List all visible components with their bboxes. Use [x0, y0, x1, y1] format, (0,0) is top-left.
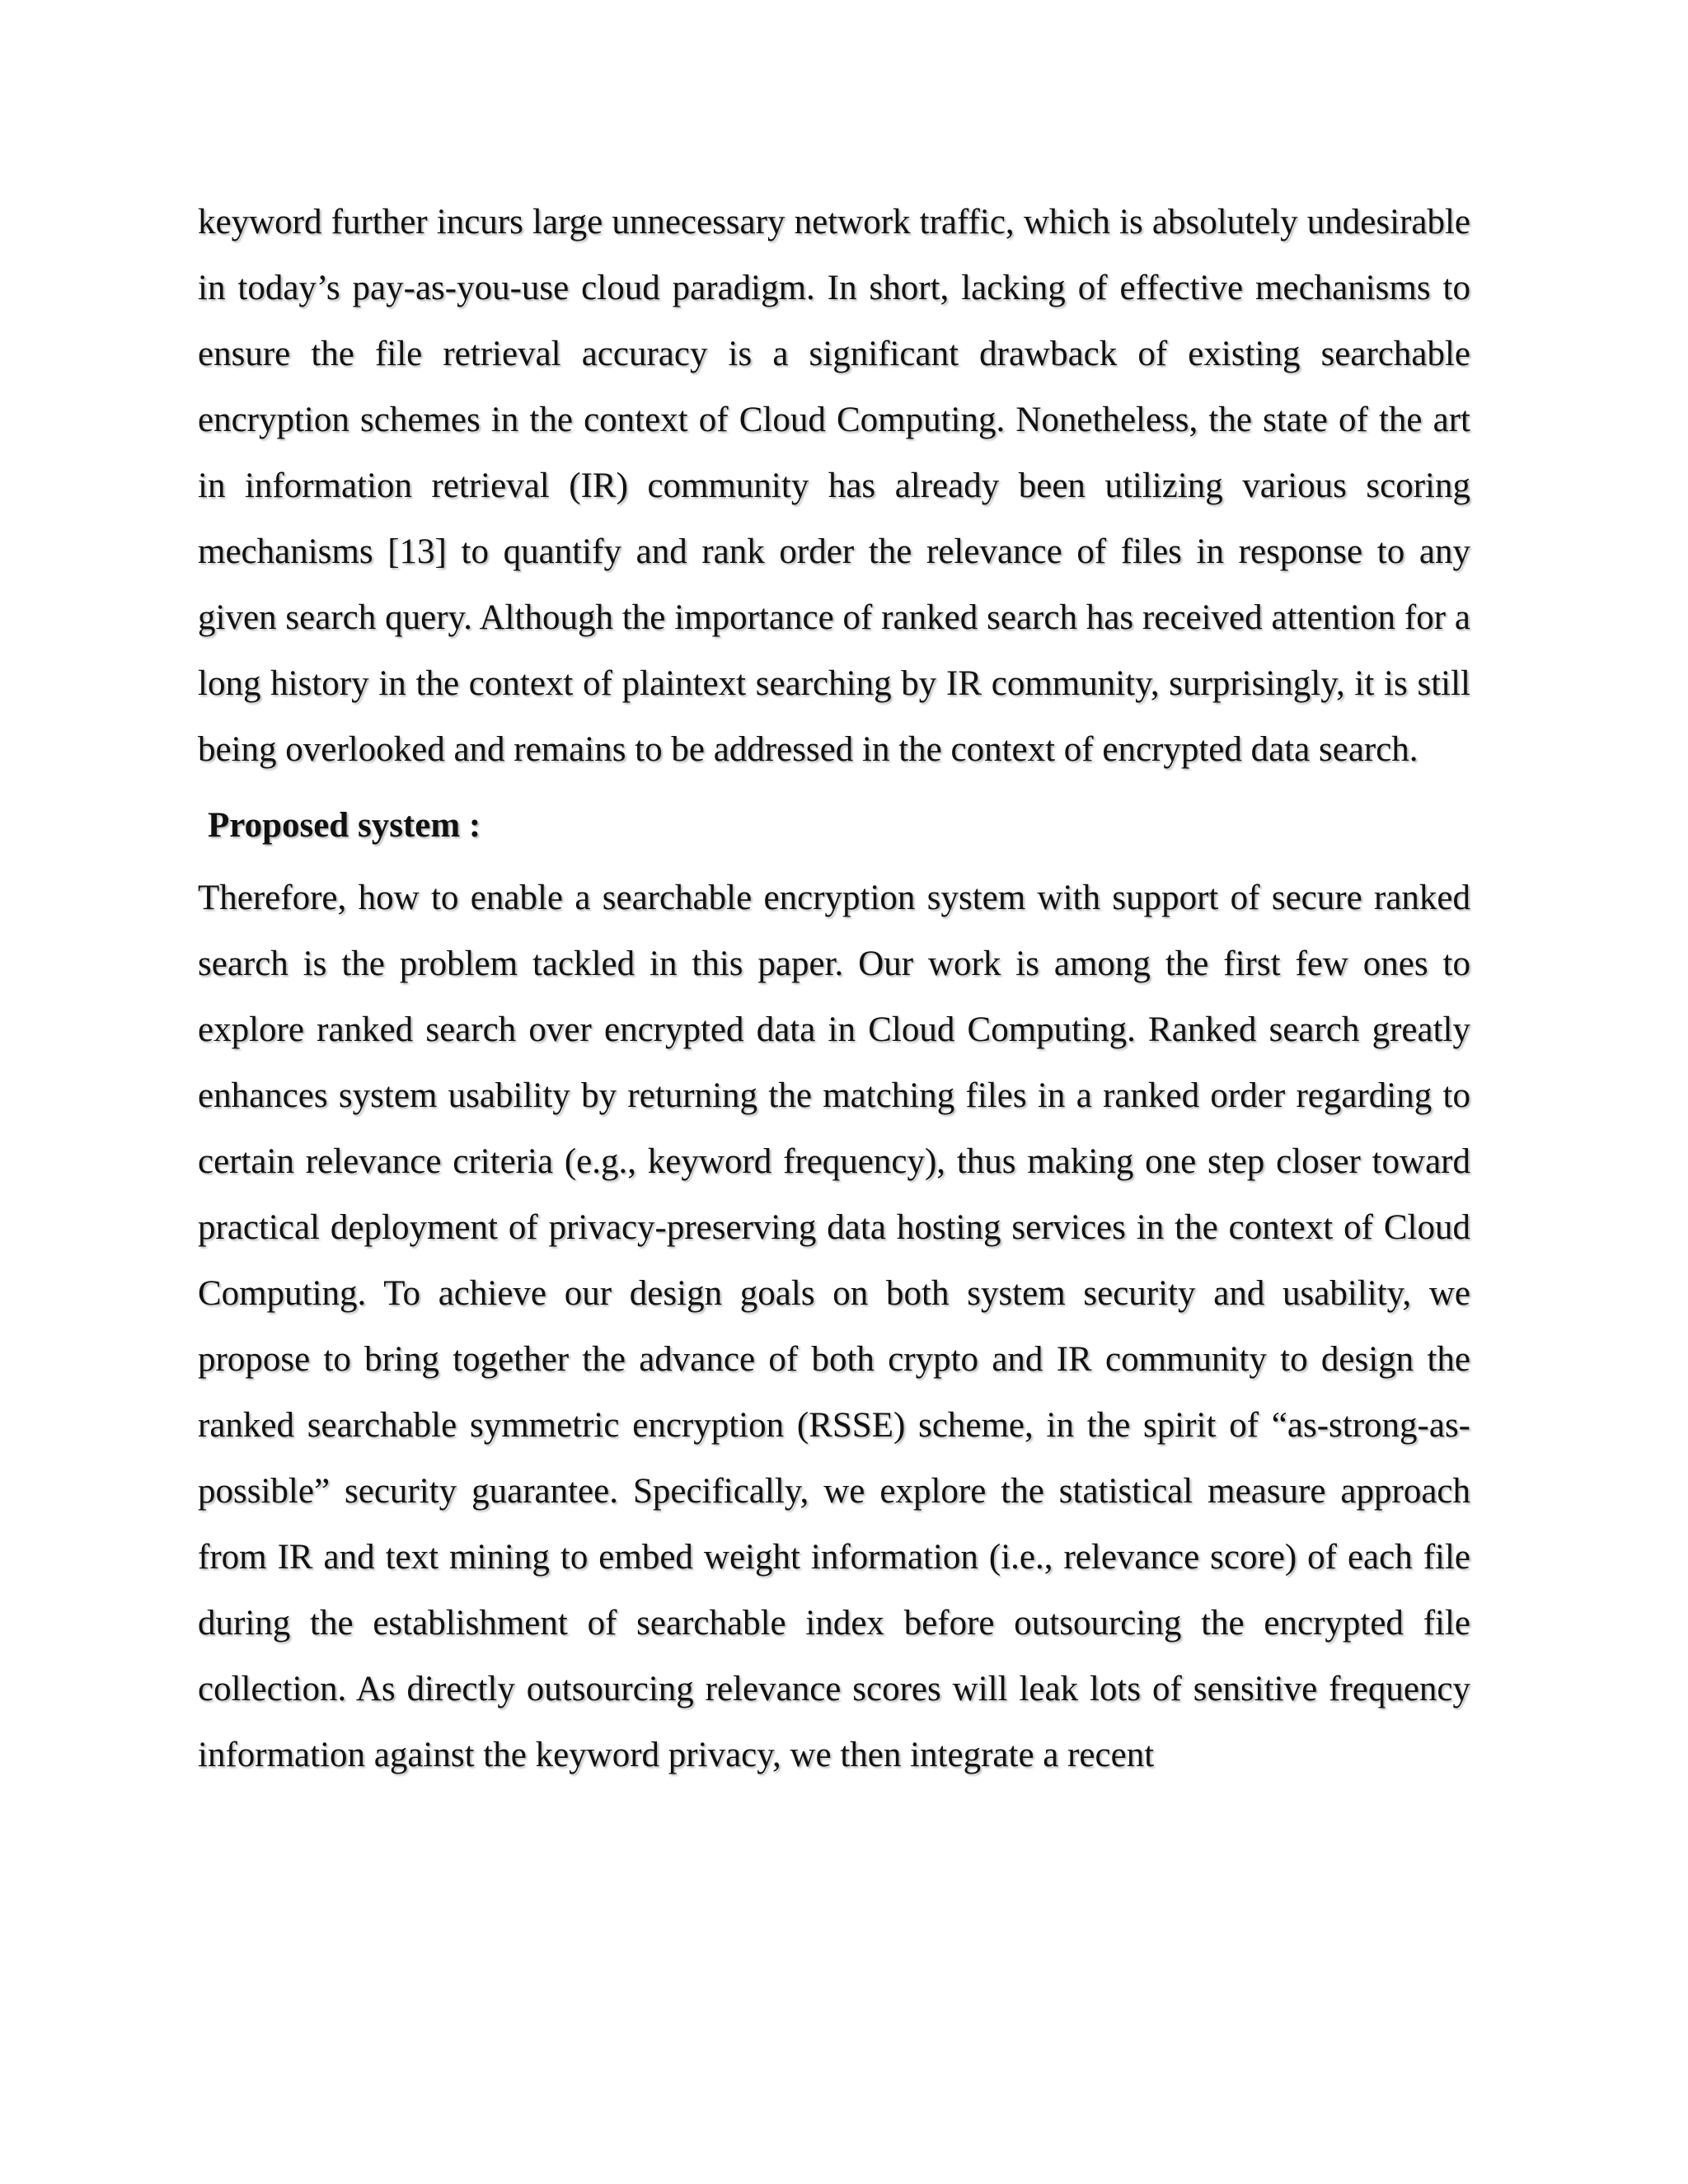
paragraph-proposed-system: Therefore, how to enable a searchable encryption system with support of secure ranked search is the problem tackled in this paper. Our work is among the first few ones to explore ranked search over encrypted data in Cloud Computing. Ranked search greatly enhances system usability by returning the matching files in a ranked order regarding to certain relevance criteria (e.g., keyword frequency), thus making one step closer toward practical deployment of privacy-preserving data hosting services in the context of Cloud Computing. To achieve our design goals on both system security and usability, we propose to bring together the advance of both crypto and IR community to design the ranked searchable symmetric encryption (RSSE) scheme, in the spirit of “as-strong-as-possible” security guarantee. Specifically, we explore the statistical measure approach from IR and text mining to embed weight information (i.e., relevance score) of each file during the establishment of searchable index before outsourcing the encrypted file collection. As directly outsourcing relevance scores will leak lots of sensitive frequency information against the keyword privacy, we then integrate a recent — [198, 879, 1470, 1774]
paragraph-intro: keyword further incurs large unnecessary network traffic, which is absolutely undesirable in today’s pay-as-you-use cloud paradigm. In short, lacking of effective mechanisms to ensure the file retrieval accuracy is a significant drawback of existing searchable encryption schemes in the context of Cloud Computing. Nonetheless, the state of the art in information retrieval (IR) community has already been utilizing various scoring mechanisms [13] to quantify and rank order the relevance of files in response to any given search query. Although the importance of ranked search has received attention for a long history in the context of plaintext searching by IR community, surprisingly, it is still being overlooked and remains to be addressed in the context of encrypted data search. — [198, 203, 1470, 769]
document-page — [198, 190, 1470, 1788]
section-heading-proposed-system: Proposed system : — [208, 806, 481, 845]
